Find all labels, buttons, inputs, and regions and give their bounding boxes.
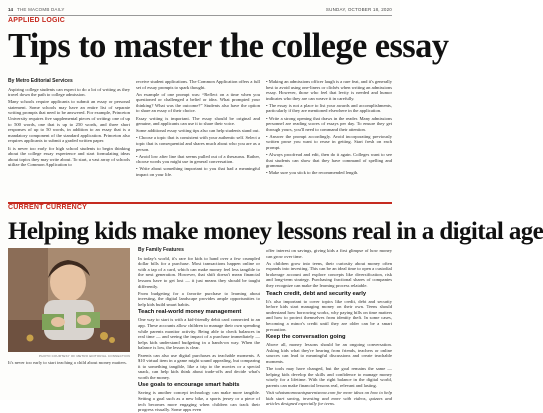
article1-tip: • Choose a topic that is consistent with your authentic self. Select a topic that is consequential and shares much about who you are as a person.: [136, 135, 260, 152]
article2-paragraph: The tools may have changed, but the goal remains the same — helping kids develop the skills and confidence to manage money wisely for a lifetime. With the right balance in the digital world, parents can make financial lessons real, relevant and lasting.: [266, 366, 392, 388]
section-label-applied-logic: APPLIED LOGIC: [8, 17, 66, 24]
article1-column-3: [266, 79, 392, 192]
photo-caption: It's never too early to start teaching a child about money matters.: [8, 360, 127, 365]
article2-paragraph: offer interest on savings, giving kids a first glimpse of how money can grow over time.: [266, 248, 392, 259]
article2-column-2: [138, 247, 260, 413]
article2-paragraph: As children grow into teens, their curiosity about money often expands into investing. This can be an ideal time to open a custodial brokerage account and explore concepts like diversification, risk and long-term strategy. Purchasing fractional shares of companies they recognize can make the learning process relatable.: [266, 260, 392, 289]
article1-paragraph: Essay writing is important. The essay should be original and genuine, and applicants can use it to share their voice.: [136, 115, 260, 127]
article1-tip: • Answer the prompt accordingly. Avoid incorporating previously written prose you want to reuse in getting. Start fresh on each prompt.: [266, 133, 392, 151]
article2-subhead: Keep the conversation going: [266, 334, 346, 341]
article2-byline: By Family Features: [138, 247, 184, 253]
article1-paragraph: receive student applications. The Common Application offers a full set of essay prompts to spark thought.: [136, 79, 260, 90]
article2-subhead: Teach real-world money management: [138, 309, 242, 316]
article1-tip: • Write a strong opening that draws in the reader. Many admissions personnel are reading scores of essays per day. To ensure they get through yours, you'll need to command their attention.: [266, 115, 392, 132]
article2-paragraph: From budgeting for a favorite purchase to learning about investing, the digital landscape provides ample opportunities to help kids build smart habits.: [138, 290, 260, 307]
photo-illustration: [8, 248, 130, 352]
article1-tip: • Always proofread and edit, then do it again. Colleges want to see that students can show that they have command of spelling and grammar.: [266, 152, 392, 169]
article2-paragraph: Saving is another concept technology can make more tangible. Setting a goal such as a new bike, a sports jersey or a piece of tech becomes more engaging when children can track their progress visually. Some apps even: [138, 390, 260, 413]
publication-date: SUNDAY, OCTOBER 18, 2020: [325, 6, 392, 12]
article1-headline: Tips to master the college essay: [8, 27, 449, 65]
article2-paragraph: Parents can also use digital purchases as teachable moments. A $10 virtual item in a game might sound appealing, but comparing it to something tangible, like a trip to the movies or a special snack, can help kids think about trade-offs and decide what's worth the money.: [138, 352, 260, 380]
article1-paragraph: Some additional essay writing tips also can help students stand out.: [136, 128, 260, 134]
article1-column-2: [136, 79, 260, 192]
article1-tip: • The essay is not a place to list your awards and accomplishments, particularly if they are mentioned elsewhere in the application.: [266, 102, 392, 114]
article1-paragraph: Aspiring college students can expect to do a lot of writing as they travel down the path to college admission.: [8, 86, 130, 98]
article1-paragraph: It is never too early for high school students to begin thinking about the college essay experience and start formulating ideas about topics they may write about. To start, a vast array of schools utilize the Common Application to: [8, 145, 130, 168]
page-number: 14: [8, 6, 14, 12]
page-header: [8, 3, 392, 16]
article1-byline: By Metro Editorial Services: [8, 78, 73, 84]
publication-name: THE MACOMB DAILY: [17, 6, 65, 12]
article2-headline: Helping kids make money lessons real in a digital age: [8, 218, 543, 245]
article1-tip: • Making an admissions officer laugh is a rare feat, and it's generally best to avoid using one-liners or clichés when writing an admissions essay. However, those who feel that levity is needed and humor indicates who they are can weave it in carefully.: [266, 79, 392, 101]
article1-paragraph: An example of one prompt was: “Reflect on a time when you questioned or challenged a belief or idea. What prompted your thinking? What was the outcome?” Students also have the option to share an essay of their choice.: [136, 91, 260, 114]
article2-paragraph: Above all, money lessons should be an ongoing conversation. Asking kids what they're hearing from friends, teachers or online sources can lead to meaningful discussions and create teachable moments.: [266, 342, 392, 364]
article2-column-3: [266, 248, 392, 407]
article2-subhead: Teach credit, debt and security early: [266, 290, 367, 297]
photo-credit: PHOTO COURTESY OF METRO EDITORIAL CONNECTION: [39, 354, 130, 358]
article2-paragraph: In today's world, it's rare for kids to hand over a few crumpled dollar bills for a purchase. Most transactions happen online or with a tap of a card, which can make money feel less tangible to the next generation. However, that shift doesn't mean financial lessons have to get lost — it just means they should be taught differently.: [138, 255, 260, 289]
article2-paragraph: One way to start is with a kid-friendly debit card connected to an app. These accounts allow children to manage their own spending while parents monitor activity. Being able to check balances in real time — and seeing the impact of a purchase immediately — helps kids understand budgeting in a hands-on way. When the balance is low, the lesson is clear.: [138, 317, 260, 351]
article2-subhead: Use goals to encourage smart habits: [138, 382, 240, 389]
child-counting-money-photo: [8, 248, 130, 352]
article1-tip: • Write about something important to you that had a meaningful impact on your life.: [136, 166, 260, 177]
article2-paragraph: It's also important to cover topics like credit, debt and security before kids start managing money on their own. Teens should understand how borrowing works, why paying bills on time matters and how to protect themselves from identity theft. In some cases, becoming a minor's credit until they are older can be a smart precaution.: [266, 298, 392, 332]
article2-tagline: Visit whatsmomwantsparentsnow.com for more ideas on how to help kids start saving, investing and more with videos, quizzes and articles designed especially for teens.: [266, 389, 392, 407]
article1-tip: • Avoid low after line that seems pulled out of a thesaurus. Rather, choose words you might use in general conversation.: [136, 153, 260, 165]
article1-paragraph: Many schools require applicants to submit an essay or personal statement. Some schools may have an entire list of separate writing prompts that need to be answered. For example, Princeton University requires five supplemental pieces of writing: one of up to 500 words, one that is up to 250 words, and three short responses of up to 50 words, in addition to an essay that is a mandatory component of the standard application. Princeton also requires applicants to submit a graded written paper.: [8, 99, 130, 144]
article1-column-1: [8, 79, 130, 192]
section-label-current-currency: CURRENT CURRENCY: [8, 204, 88, 211]
article1-tip: • Make sure you stick to the recommended length.: [266, 170, 359, 176]
